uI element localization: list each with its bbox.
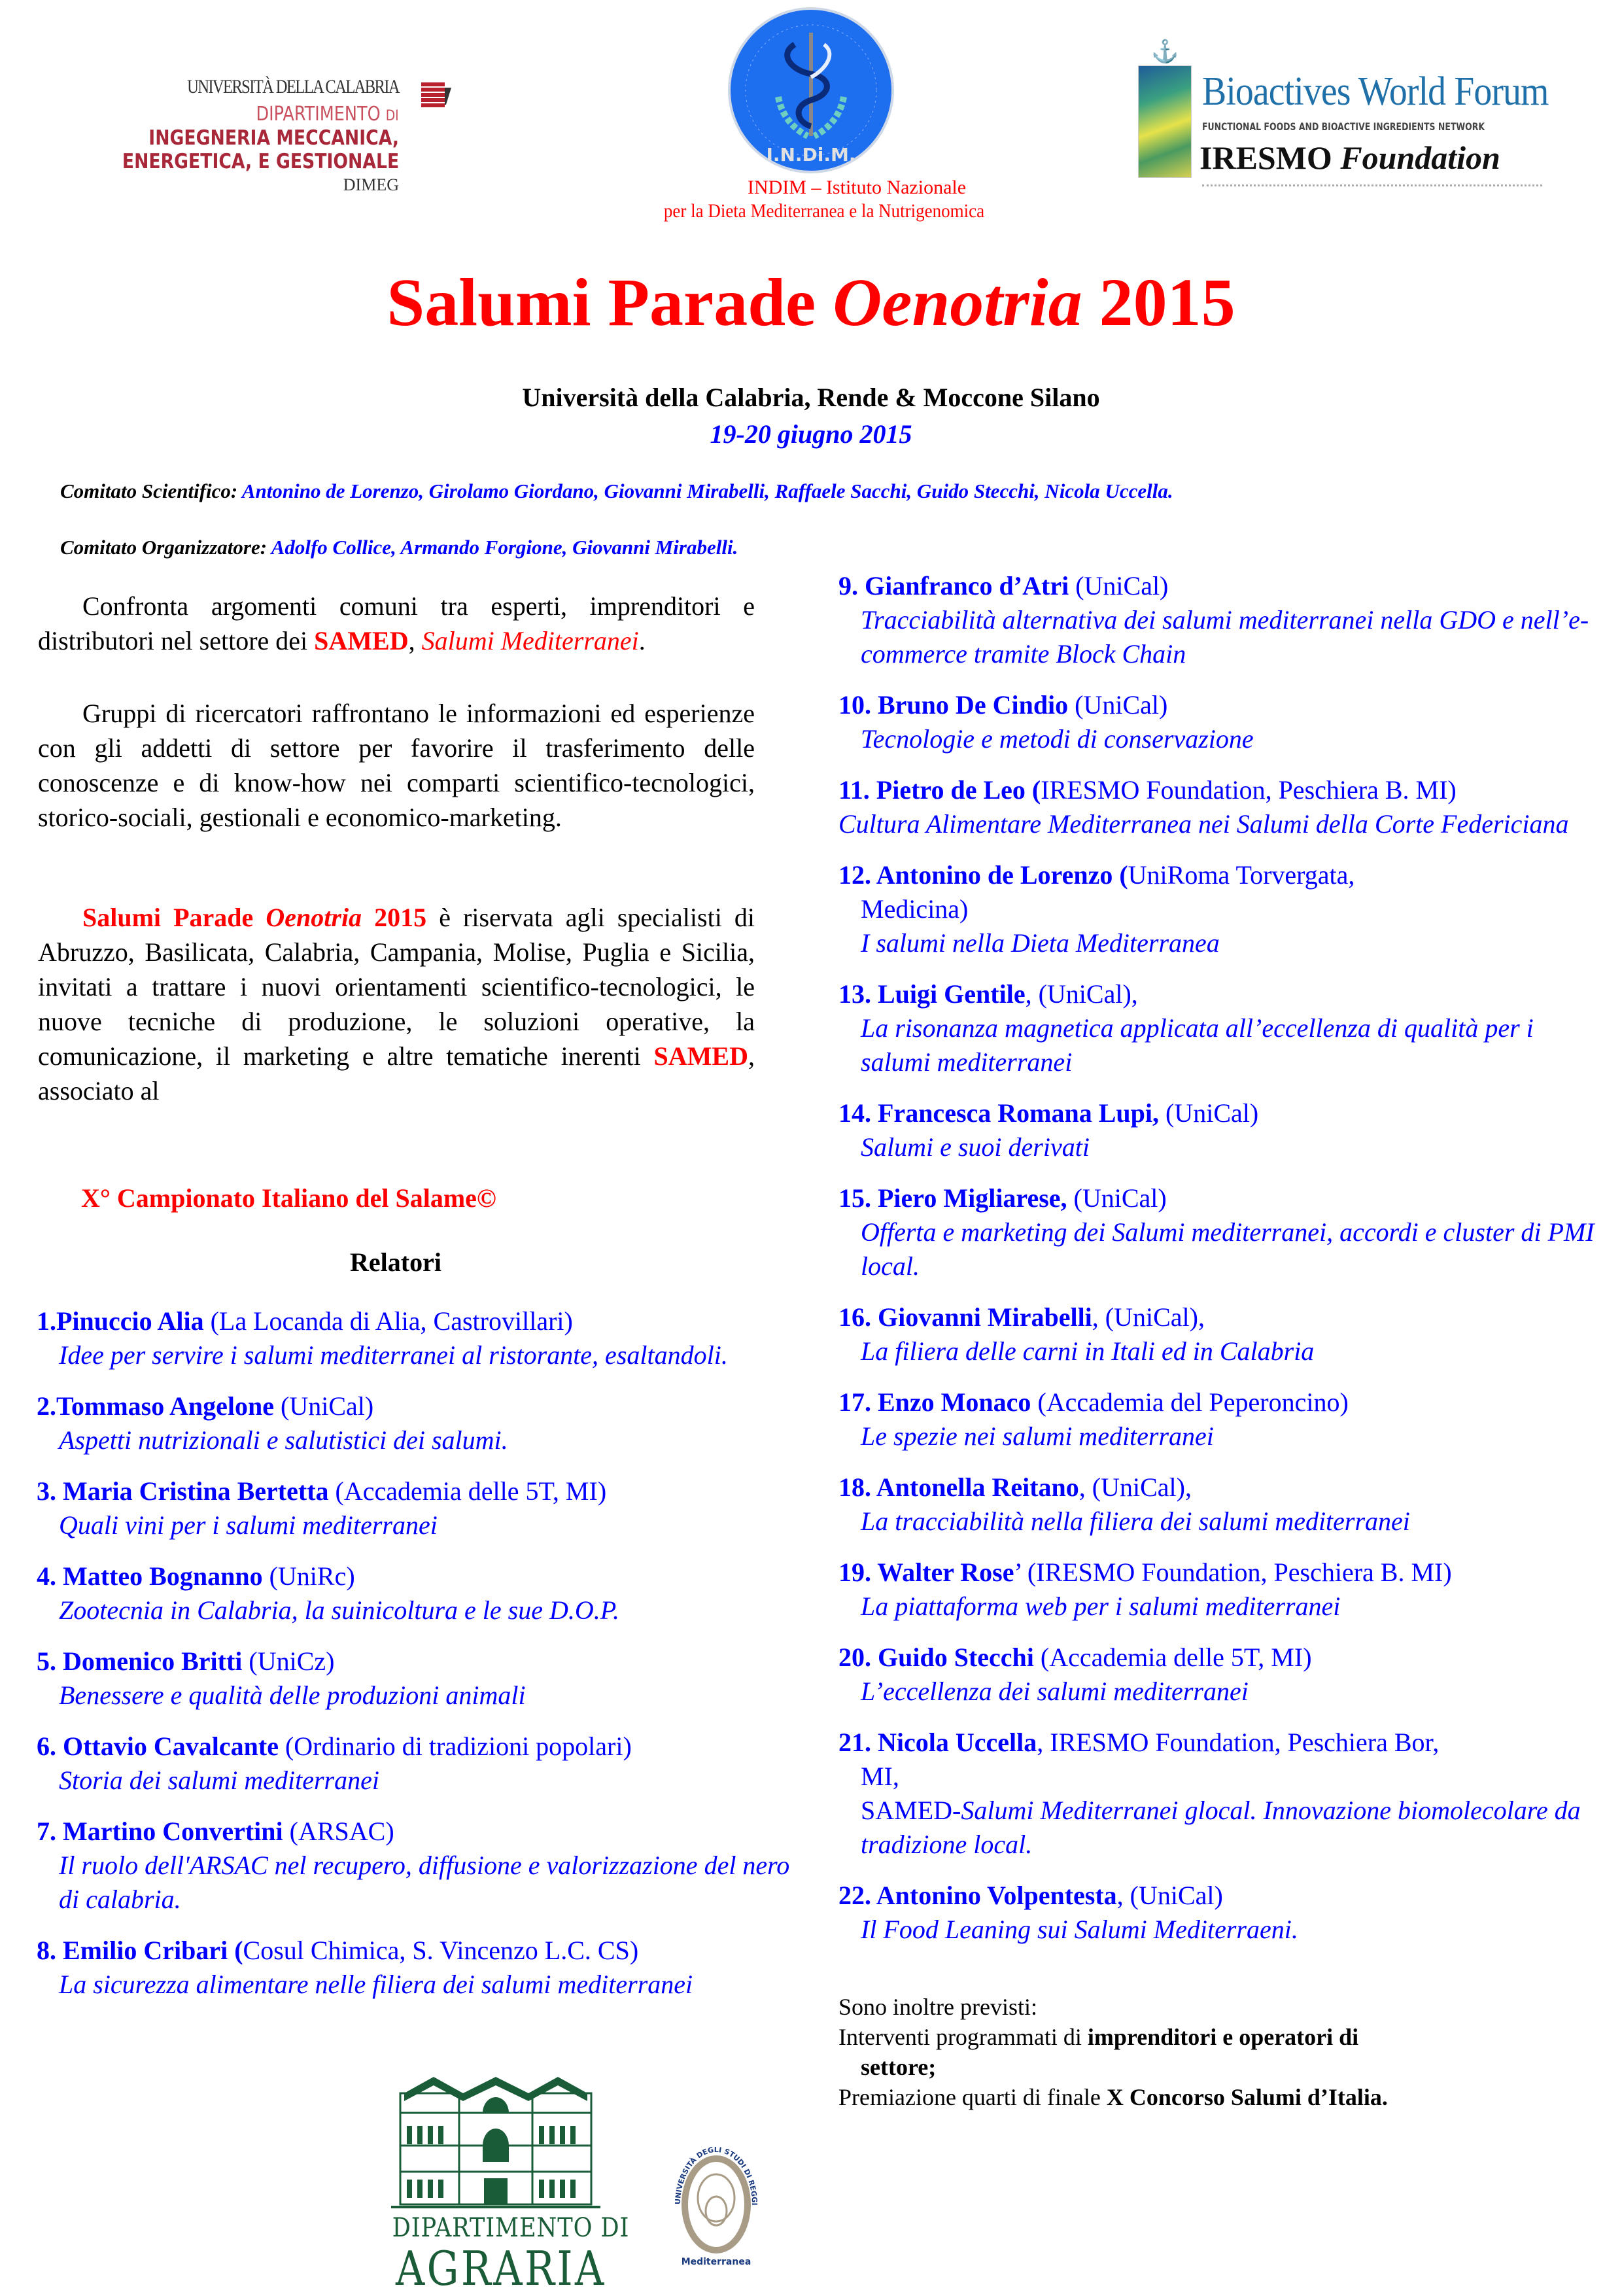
event-dates: 19-20 giugno 2015 (710, 419, 912, 449)
speaker-number: 11. (838, 775, 876, 805)
speaker-affiliation: , IRESMO Foundation, Peschiera Bor, (1037, 1728, 1440, 1757)
speaker-entry (838, 569, 1597, 671)
speaker-topic-text: I salumi nella Dieta Mediterranea (861, 928, 1220, 958)
speaker-heading (37, 1815, 808, 1849)
speaker-topic (37, 1593, 808, 1627)
speaker-number: 10. (838, 690, 878, 720)
speaker-name: Matteo Bognanno (63, 1561, 263, 1591)
speaker-affiliation: (UniCal) (274, 1391, 374, 1421)
speaker-topic-text: Il Food Leaning sui Salumi Mediterraeni. (861, 1915, 1298, 1944)
indim-caption-2: per la Dieta Mediterranea e la Nutrigenomica (663, 200, 985, 222)
indim-caduceus-icon (726, 5, 896, 175)
speaker-topic-text: La filiera delle carni in Itali ed in Calabria (861, 1336, 1315, 1366)
speaker-topic (838, 1794, 1597, 1862)
speaker-number: 7. (37, 1817, 63, 1846)
speaker-affiliation: (Accademia delle 5T, MI) (328, 1476, 607, 1506)
speaker-number: 13. (838, 979, 878, 1009)
speaker-topic-text: La piattaforma web per i salumi mediterranei (861, 1592, 1341, 1621)
speaker-topic-text: Cultura Alimentare Mediterranea nei Salumi della Corte Federiciana (838, 809, 1569, 839)
speaker-topic (838, 1130, 1597, 1164)
speaker-name: Emilio Cribari ( (63, 1936, 243, 1965)
indim-logo (663, 5, 985, 222)
speaker-entry (838, 1385, 1597, 1453)
speaker-entry (37, 1644, 808, 1713)
speaker-affiliation: (UniCz) (242, 1646, 335, 1676)
speaker-number: 6. (37, 1731, 63, 1761)
speaker-topic-text: Storia dei salumi mediterranei (59, 1765, 379, 1795)
speaker-topic-text: Tracciabilità alternativa dei salumi mediterranei nella GDO e nell’e-commerce tramite Block Chain (861, 605, 1589, 669)
indim-caption-1: INDIM – Istituto Nazionale (747, 177, 967, 198)
speaker-topic (838, 722, 1597, 756)
speaker-topic-text: Quali vini per i salumi mediterranei (59, 1510, 438, 1540)
agraria-building-icon (378, 2074, 613, 2211)
speaker-topic (838, 1590, 1597, 1624)
agraria-line1: DIPARTIMENTO DI (392, 2213, 630, 2243)
speaker-name: Giovanni Mirabelli (878, 1302, 1092, 1332)
speaker-affiliation: (UniRc) (262, 1561, 355, 1591)
speaker-topic-text: Offerta e marketing dei Salumi mediterranei, accordi e cluster di PMI local. (861, 1217, 1595, 1281)
speaker-topic (838, 1215, 1597, 1283)
speaker-name: Piero Migliarese, (878, 1183, 1067, 1213)
dimeg-line3: ENERGETICA, E GESTIONALE (122, 150, 399, 173)
speaker-name: Guido Stecchi (878, 1643, 1034, 1672)
speaker-topic (838, 926, 1597, 960)
speaker-entry (838, 1300, 1597, 1368)
speaker-affiliation-cont: MI, (861, 1762, 899, 1791)
speaker-topic-text: Il ruolo dell'ARSAC nel recupero, diffusione e valorizzazione del nero di calabria. (59, 1851, 790, 1914)
speaker-entry (37, 1815, 808, 1917)
speaker-affiliation: (La Locanda di Alia, Castrovillari) (203, 1306, 573, 1336)
speaker-entry (37, 1559, 808, 1627)
speaker-affiliation: (UniCal) (1159, 1098, 1259, 1128)
indim-badge-text: I.N.Di.M. (766, 144, 856, 165)
speaker-affiliation: (UniCal) (1068, 690, 1168, 720)
speaker-entry (838, 1641, 1597, 1709)
speaker-entry (838, 773, 1597, 841)
speakers-heading: Relatori (350, 1247, 441, 1277)
speaker-entry (37, 1474, 808, 1542)
speaker-heading (838, 1726, 1597, 1760)
speaker-topic-text: Tecnologie e metodi di conservazione (861, 724, 1254, 754)
speaker-entry (838, 977, 1597, 1079)
reggio-ring-text: UNIVERSITÀ DEGLI STUDI DI REGGI (673, 2145, 759, 2206)
speaker-name: Antonino de Lorenzo ( (876, 860, 1128, 890)
speaker-entry (838, 1470, 1597, 1539)
dimeg-dipartimento: DIPARTIMENTO DI (256, 103, 399, 126)
speaker-heading (838, 1641, 1597, 1675)
speaker-heading (37, 1730, 808, 1764)
speaker-entry (838, 1879, 1597, 1947)
lion-seal-icon (667, 2119, 765, 2289)
speaker-number: 20. (838, 1643, 878, 1672)
additional-event-1-cont: settore; (861, 2054, 937, 2080)
speaker-number: 19. (838, 1557, 878, 1587)
speaker-heading (838, 1470, 1597, 1505)
speaker-topic (37, 1338, 808, 1372)
speaker-topic (37, 1508, 808, 1542)
speaker-heading (838, 858, 1597, 892)
speaker-heading (37, 1474, 808, 1508)
speaker-name: Gianfranco d’Atri (865, 571, 1069, 600)
speaker-topic-text: La sicurezza alimentare nelle filiera dei salumi mediterranei (59, 1970, 693, 1999)
speaker-topic-text: La risonanza magnetica applicata all’eccellenza di qualità per i salumi mediterranei (861, 1013, 1534, 1077)
speaker-topic (838, 1334, 1597, 1368)
speaker-name: Martino Convertini (63, 1817, 283, 1846)
speaker-topic-text: L’eccellenza dei salumi mediterranei (861, 1677, 1249, 1706)
speaker-heading (838, 1385, 1597, 1419)
speaker-topic (838, 1675, 1597, 1709)
bwf-artwork-image (1138, 65, 1192, 178)
speaker-name: Francesca Romana Lupi, (878, 1098, 1159, 1128)
speaker-number: 9. (838, 571, 865, 600)
speaker-affiliation: , (UniCal), (1025, 979, 1138, 1009)
speaker-affiliation: Cosul Chimica, S. Vincenzo L.C. CS) (243, 1936, 639, 1965)
speaker-number: 5. (37, 1646, 63, 1676)
additional-event-2: Premiazione quarti di finale X Concorso Salumi d’Italia. (838, 2084, 1388, 2110)
speaker-heading (37, 1304, 808, 1338)
speaker-entry (838, 1181, 1597, 1283)
additional-events-intro: Sono inoltre previsti: (838, 1994, 1037, 2020)
intro-paragraph-2: Gruppi di ricercatori raffrontano le informazioni ed esperienze con gli addetti di settore per favorire il trasferimento delle conoscenze e di know-how nei comparti scientifico-tecnologici, storico-sociali, gestionali e economico-marketing. (38, 699, 755, 832)
intro-paragraph-3: Salumi Parade Oenotria 2015 è riservata agli specialisti di Abruzzo, Basilicata, Calabria, Campania, Molise, Puglia e Sicilia, invitati a trattare i nuovi orientamenti scientifico-tecnologici, le nuove tecniche di produzione, le soluzioni operative, la comunicazione, il marketing e altre tematiche inerenti SAMED, associato al (38, 903, 755, 1105)
speaker-topic-text: La tracciabilità nella filiera dei salumi mediterranei (861, 1506, 1410, 1536)
page-title: Salumi Parade Oenotria 2015 (387, 265, 1235, 340)
speaker-affiliation: (ARSAC) (283, 1817, 394, 1846)
speaker-topic-text: Salumi e suoi derivati (861, 1132, 1090, 1162)
championship-title: X° Campionato Italiano del Salame© (81, 1183, 496, 1213)
speaker-heading (838, 977, 1597, 1011)
speaker-affiliation: (Accademia delle 5T, MI) (1033, 1643, 1312, 1672)
organizing-committee: Comitato Organizzatore: Adolfo Collice, Armando Forgione, Giovanni Mirabelli. (60, 536, 738, 559)
speaker-topic-text: Zootecnia in Calabria, la suinicoltura e le sue D.O.P. (59, 1595, 620, 1625)
speaker-name: Enzo Monaco (878, 1387, 1031, 1417)
reggio-bottom-text: Mediterranea (681, 2257, 751, 2267)
speaker-heading (37, 1934, 808, 1968)
speaker-heading (838, 1096, 1597, 1130)
speaker-topic (838, 1505, 1597, 1539)
speakers-column-left (37, 1304, 808, 2019)
dimeg-line2: INGEGNERIA MECCANICA, (148, 126, 399, 150)
dimeg-acronym: DIMEG (343, 175, 399, 194)
speaker-number: 3. (37, 1476, 63, 1506)
speaker-entry (838, 858, 1597, 960)
speaker-number: 12. (838, 860, 876, 890)
additional-event-1: Interventi programmati di imprenditori e operatori di (838, 2024, 1359, 2050)
speaker-topic (838, 807, 1597, 841)
speaker-topic (838, 1011, 1597, 1079)
speaker-name: Bruno De Cindio (878, 690, 1069, 720)
venue: Università della Calabria, Rende & Moccone Silano (522, 383, 1100, 412)
intro-paragraph-1: Confronta argomenti comuni tra esperti, imprenditori e distributori nel settore dei SAMED, Salumi Mediterranei. (38, 591, 755, 655)
speaker-heading (37, 1644, 808, 1679)
unical-mark-icon (421, 82, 451, 109)
speaker-topic (838, 603, 1597, 671)
speaker-entry (838, 1726, 1597, 1862)
speaker-topic (37, 1764, 808, 1798)
speaker-number: 22. (838, 1881, 876, 1910)
agraria-logo (378, 2074, 630, 2296)
bioactives-world-forum-logo (1131, 39, 1550, 203)
speaker-number: 15. (838, 1183, 878, 1213)
speaker-number: 4. (37, 1561, 63, 1591)
anchor-icon: ⚓ (1151, 40, 1179, 64)
speaker-name: Pinuccio Alia (56, 1306, 204, 1336)
speaker-topic-prefix: SAMED- (861, 1796, 961, 1825)
speaker-name: Walter Rose (877, 1557, 1014, 1587)
agraria-line2: AGRARIA (396, 2241, 606, 2296)
speaker-affiliation: , (UniCal), (1078, 1472, 1192, 1502)
speaker-affiliation: , (UniCal) (1116, 1881, 1223, 1910)
speaker-heading (838, 1181, 1597, 1215)
speaker-name: Maria Cristina Bertetta (63, 1476, 329, 1506)
speaker-name: Domenico Britti (63, 1646, 243, 1676)
speaker-entry (838, 688, 1597, 756)
speaker-heading (838, 1556, 1597, 1590)
speaker-number: 16. (838, 1302, 878, 1332)
bwf-divider (1202, 184, 1542, 186)
speaker-topic (37, 1849, 808, 1917)
speaker-topic (838, 1913, 1597, 1947)
speaker-affiliation: IRESMO Foundation, Peschiera B. MI) (1041, 775, 1457, 805)
speaker-affiliation: (Ordinario di tradizioni popolari) (278, 1731, 632, 1761)
speaker-heading (37, 1559, 808, 1593)
speaker-number: 14. (838, 1098, 878, 1128)
dimeg-university-text: UNIVERSITÀ DELLA CALABRIA (187, 76, 399, 97)
speaker-topic-text: Aspetti nutrizionali e salutistici dei salumi. (59, 1425, 508, 1455)
speaker-name: Antonella Reitano (876, 1472, 1079, 1502)
speaker-number: 2. (37, 1391, 56, 1421)
speaker-entry (37, 1389, 808, 1457)
speaker-name: Pietro de Leo ( (876, 775, 1041, 805)
speakers-column-right (838, 569, 1597, 1964)
speaker-affiliation: ’ (IRESMO Foundation, Peschiera B. MI) (1014, 1557, 1452, 1587)
speaker-heading (37, 1389, 808, 1423)
speaker-name: Nicola Uccella (878, 1728, 1037, 1757)
speaker-entry (37, 1934, 808, 2002)
speaker-name: Tommaso Angelone (56, 1391, 275, 1421)
bwf-title: Bioactives World Forum (1202, 69, 1549, 114)
reggio-calabria-university-seal (667, 2119, 765, 2289)
speaker-name: Antonino Volpentesta (876, 1881, 1117, 1910)
scientific-committee: Comitato Scientifico: Antonino de Lorenzo, Girolamo Giordano, Giovanni Mirabelli, Raffaele Sacchi, Guido Stecchi, Nicola Uccella. (60, 479, 1173, 502)
speaker-number: 1. (37, 1306, 56, 1336)
speaker-affiliation: (Accademia del Peperoncino) (1031, 1387, 1349, 1417)
speaker-topic-text: Le spezie nei salumi mediterranei (861, 1421, 1214, 1451)
speaker-heading (838, 1300, 1597, 1334)
speaker-affiliation: (UniCal) (1069, 571, 1169, 600)
speaker-entry (37, 1304, 808, 1372)
speaker-number: 21. (838, 1728, 878, 1757)
speaker-entry (37, 1730, 808, 1798)
speaker-heading (838, 688, 1597, 722)
bwf-subtitle: FUNCTIONAL FOODS AND BIOACTIVE INGREDIENTS NETWORK (1202, 120, 1485, 133)
speaker-name: Luigi Gentile (878, 979, 1026, 1009)
speaker-heading (838, 773, 1597, 807)
speaker-heading (838, 569, 1597, 603)
iresmo-foundation-text: IRESMO Foundation (1199, 139, 1500, 176)
speaker-number: 18. (838, 1472, 876, 1502)
speaker-topic (37, 1968, 808, 2002)
speaker-topic-text: Idee per servire i salumi mediterranei al ristorante, esaltandoli. (59, 1340, 728, 1370)
speaker-entry (838, 1556, 1597, 1624)
speaker-entry (838, 1096, 1597, 1164)
dimeg-logo (122, 72, 458, 196)
speaker-number: 17. (838, 1387, 878, 1417)
additional-events (838, 1992, 1591, 2112)
speaker-topic-text: Salumi Mediterranei glocal. Innovazione biomolecolare da tradizione local. (861, 1796, 1581, 1859)
speaker-heading (838, 1879, 1597, 1913)
speaker-topic-text: Benessere e qualità delle produzioni animali (59, 1680, 526, 1710)
speaker-number: 8. (37, 1936, 63, 1965)
speaker-name: Ottavio Cavalcante (63, 1731, 279, 1761)
speaker-affiliation: , (UniCal), (1092, 1302, 1205, 1332)
speaker-affiliation-cont: Medicina) (861, 894, 969, 924)
speaker-topic (37, 1679, 808, 1713)
speaker-affiliation: (UniCal) (1067, 1183, 1167, 1213)
speaker-topic (37, 1423, 808, 1457)
speaker-affiliation: UniRoma Torvergata, (1128, 860, 1355, 890)
speaker-topic (838, 1419, 1597, 1453)
